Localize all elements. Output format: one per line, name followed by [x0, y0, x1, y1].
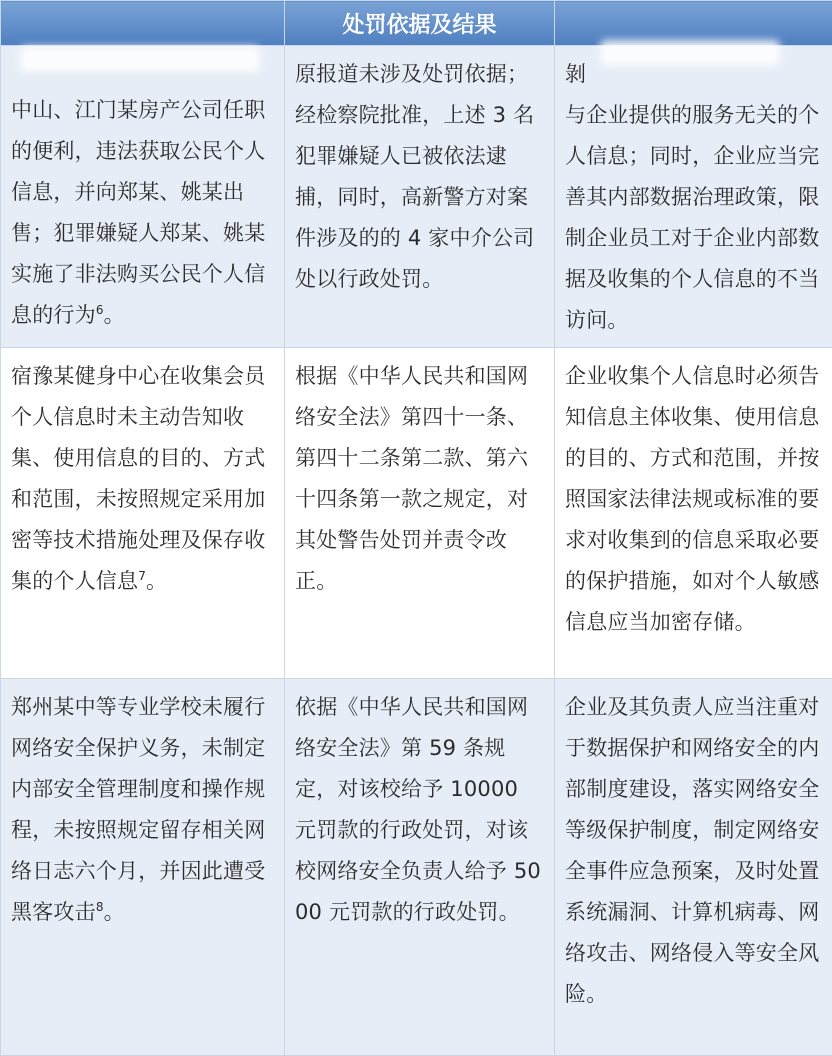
- recommendation-cell: [555, 348, 832, 679]
- header-cell-penalty-basis: 处罚依据及结果: [285, 1, 555, 46]
- penalty-basis-cell: [285, 46, 555, 348]
- header-cell-col3: [555, 1, 832, 46]
- footnote-ref: 8: [96, 900, 104, 914]
- table-row: [1, 46, 832, 348]
- recommendation-text: 剝 与企业提供的服务无关的个人信息；同时，企业应当完善其内部数据治理政策，限制企业员工对于企业内部数据及收集的个人信息的不当访问。: [555, 46, 832, 347]
- penalty-basis-text: 根据《中华人民共和国网络安全法》第四十一条、第四十二条第二款、第六十四条第一款之规定，对其处警告处罚并责令改正。: [285, 348, 554, 608]
- recommendation-text: 企业及其负责人应当注重对于数据保护和网络安全的内部制度建设，落实网络安全等级保护制度，制定网络安全事件应急预案，及时处置系统漏洞、计算机病毒、网络攻击、网络侵入等安全风险。: [555, 679, 832, 1021]
- penalty-basis-text: 原报道未涉及处罚依据； 经检察院批准，上述 3 名犯罪嫌疑人已被依法逮捕，同时，高新警方对案件涉及的的 4 家中介公司处以行政处罚。: [285, 46, 554, 306]
- penalty-basis-cell: [285, 348, 555, 679]
- blurred-mark: [20, 46, 260, 72]
- footnote-ref: 6: [96, 303, 104, 317]
- recommendation-text: 企业收集个人信息时必须告知信息主体收集、使用信息的目的、方式和范围，并按照国家法律法规或标准的要求对收集到的信息采取必要的保护措施，如对个人敏感信息应当加密存储。: [555, 348, 832, 649]
- penalty-basis-text: 依据《中华人民共和国网络安全法》第 59 条规定，对该校给予 10000 元罚款的行政处罚，对该校网络安全负责人给予 5000 元罚款的行政处罚。: [285, 679, 554, 939]
- case-description-text: 宿豫某健身中心在收集会员个人信息时未主动告知收集、使用信息的目的、方式和范围，未按照规定采用加密等技术措施处理及保存收集的个人信息$^7$。: [1, 348, 284, 608]
- case-description-cell: [1, 46, 285, 348]
- header-cell-col1: [1, 1, 285, 46]
- recommendation-cell: [555, 679, 832, 1056]
- footnote-ref: 7: [138, 569, 146, 583]
- table-row: [1, 679, 832, 1056]
- penalty-basis-cell: [285, 679, 555, 1056]
- recommendation-cell: [555, 46, 832, 348]
- blurred-mark: [600, 40, 780, 66]
- table-header-row: [1, 1, 832, 46]
- case-description-cell: [1, 679, 285, 1056]
- table-row: [1, 348, 832, 679]
- case-description-text: 中山、江门某房产公司任职的便利，违法获取公民个人信息，并向郑某、姚某出售；犯罪嫌疑人郑某、姚某实施了非法购买公民个人信息的行为$^6$。: [1, 46, 284, 342]
- case-description-text: 郑州某中等专业学校未履行网络安全保护义务，未制定内部安全管理制度和操作规程，未按照规定留存相关网络日志六个月，并因此遭受黑客攻击$^8$。: [1, 679, 284, 939]
- case-description-cell: [1, 348, 285, 679]
